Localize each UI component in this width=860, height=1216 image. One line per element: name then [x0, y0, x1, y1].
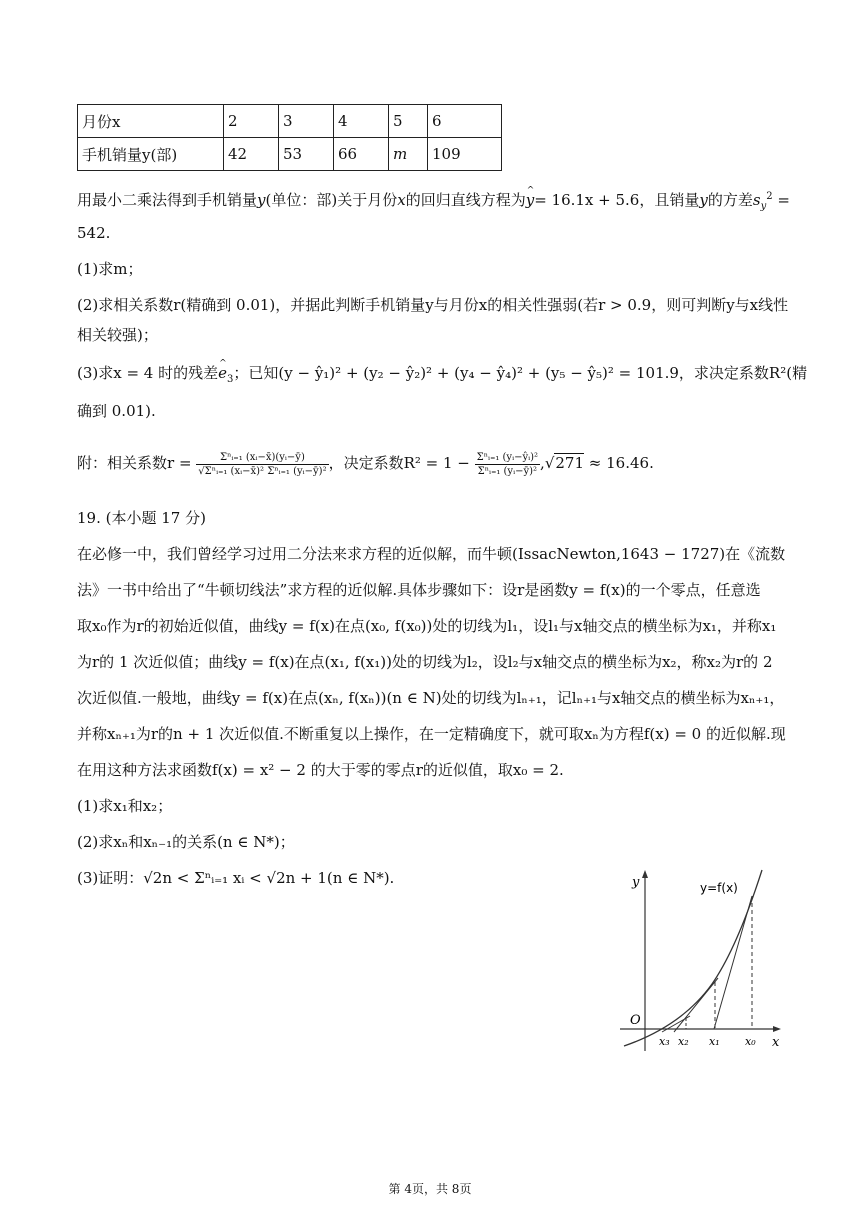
text: 的回归直线方程为: [405, 191, 526, 209]
q19-line1: 在必修一中，我们曾经学习过用二分法来求方程的近似解，而牛顿(IssacNewton,1643 − 1727)在《流数: [77, 545, 786, 563]
data-table: [77, 104, 502, 171]
table-cell: 6: [428, 105, 502, 138]
q19-line6: 并称xₙ₊₁为r的n + 1 次近似值.不断重复以上操作，在一定精确度下，就可取xₙ为方程f(x) = 0 的近似解.现: [77, 725, 786, 743]
q18-variance-value: 542.: [77, 224, 111, 242]
tangent-line-2: [674, 978, 718, 1032]
text: (单位：部)关于月份: [265, 191, 398, 209]
q18-part2-line1: (2)求相关系数r(精确到 0.01)，并据此判断手机销量y与月份x的相关性强弱(若r > 0.9，则可判断y与x线性: [77, 296, 789, 314]
table-cell: 手机销量y(部): [78, 138, 224, 171]
x-axis-arrow: [773, 1026, 781, 1032]
text: =: [772, 191, 790, 209]
text: ,: [540, 454, 545, 472]
y-axis-label: y: [632, 875, 640, 890]
text: 用最小二乘法得到手机销量: [77, 191, 258, 209]
origin-label: O: [630, 1013, 641, 1028]
q19-line2: 法》一书中给出了“牛顿切线法”求方程的近似解.具体步骤如下：设r是函数y = f(x)的一个零点，任意选: [77, 581, 761, 599]
text: ；已知(y − ŷ₁)² + (y₂ − ŷ₂)² + (y₄ − ŷ₄)² + (y₅ − ŷ₅)² = 101.9，求决定系数R²(精: [233, 364, 808, 382]
table-row: [78, 105, 502, 138]
tick-label-x0: x₀: [745, 1035, 756, 1048]
y-axis-arrow: [642, 870, 648, 878]
table-cell: 66: [334, 138, 389, 171]
q19-line5: 次近似值.一般地，曲线y = f(x)在点(xₙ, f(xₙ))(n ∈ N)处的切线为lₙ₊₁，记lₙ₊₁与x轴交点的横坐标为xₙ₊₁，: [77, 689, 785, 707]
q19-line3: 取x₀作为r的初始近似值，曲线y = f(x)在点(x₀, f(x₀))处的切线为l₁，设l₁与x轴交点的横坐标为x₁，并称x₁: [77, 617, 777, 635]
newton-method-graph: [612, 866, 787, 1056]
q19-line7: 在用这种方法求函数f(x) = x² − 2 的大于零的零点r的近似值，取x₀ = 2.: [77, 761, 564, 779]
correlation-formula: [196, 451, 328, 478]
curve-label: y=f(x): [700, 881, 738, 895]
table-cell: 3: [279, 105, 334, 138]
text: ，且销量: [639, 191, 700, 209]
table-cell: 2: [224, 105, 279, 138]
text: 附：相关系数r =: [77, 454, 192, 472]
q18-appendix: 附：相关系数r = $\frac{\text{Σⁿᵢ₌₁ (xᵢ−x̄)(yᵢ−ȳ)}}{\text{√Σⁿᵢ₌₁ (xᵢ−x̄)² Σⁿᵢ₌₁ (yᵢ−ȳ)²}}$ ，决定系数R² = 1 − $\frac{\text{Σⁿᵢ₌₁ (yᵢ−ŷᵢ)²}}{\text{Σⁿᵢ₌₁ (yᵢ−ȳ)²}}$ ,√271 ≈ 16.46.: [77, 451, 654, 477]
r-squared-formula: [475, 451, 540, 478]
q18-part1: (1)求m；: [77, 260, 143, 278]
numerator: Σⁿᵢ₌₁ (xᵢ−x̄)(yᵢ−ȳ): [196, 451, 328, 465]
denominator: √Σⁿᵢ₌₁ (xᵢ−x̄)² Σⁿᵢ₌₁ (yᵢ−ȳ)²: [198, 465, 327, 477]
q19-part3: (3)证明：√2n < Σⁿᵢ₌₁ xᵢ < √2n + 1(n ∈ N*).: [77, 869, 395, 887]
tick-label-x2: x₂: [678, 1035, 689, 1048]
sqrt-value: 271: [555, 454, 585, 472]
tangent-line-1: [714, 896, 752, 1029]
q18-part3-line2: 确到 0.01).: [77, 402, 156, 420]
q18-intro-line: 用最小二乘法得到手机销量y(单位：部)关于月份x的回归直线方程为^ y= 16.1x + 5.6，且销量y的方差$s_y^2$ =: [77, 187, 787, 217]
q18-part3-line1: (3)求x = 4 时的残差^ $e_3$；已知(y − ŷ₁)² + (y₂ − ŷ₂)² + (y₄ − ŷ₄)² + (y₅ − ŷ₅)² = 101.9，求决定系数R²(精: [77, 363, 787, 390]
tick-label-x3: x₃: [659, 1035, 670, 1048]
text: ≈ 16.46.: [584, 454, 654, 472]
numerator: Σⁿᵢ₌₁ (yᵢ−ŷᵢ)²: [476, 451, 539, 463]
x-axis-label: x: [772, 1035, 780, 1050]
table-row: [78, 138, 502, 171]
table-cell: 4: [334, 105, 389, 138]
table-cell: 53: [279, 138, 334, 171]
table-cell: 109: [428, 138, 502, 171]
table-cell: 月份x: [78, 105, 224, 138]
regression-equation: = 16.1x + 5.6: [534, 191, 640, 209]
denominator: Σⁿᵢ₌₁ (yᵢ−ȳ)²: [477, 465, 538, 477]
table-cell: m: [389, 138, 428, 171]
text: (3)求x = 4 时的残差: [77, 364, 219, 382]
q19-line4: 为r的 1 次近似值；曲线y = f(x)在点(x₁, f(x₁))处的切线为l₂，设l₂与x轴交点的横坐标为x₂，称x₂为r的 2: [77, 653, 773, 671]
q19-heading: 19. (本小题 17 分): [77, 509, 206, 527]
q19-part1: (1)求x₁和x₂；: [77, 797, 173, 815]
q18-part2-line2: 相关较强)；: [77, 326, 158, 344]
tick-label-x1: x₁: [709, 1035, 720, 1048]
table-cell: 5: [389, 105, 428, 138]
text: ，决定系数R² = 1 −: [328, 454, 470, 472]
page-footer: 第 4页，共 8页: [388, 1182, 472, 1196]
table-cell: 42: [224, 138, 279, 171]
text: 的方差: [707, 191, 753, 209]
q19-part2: (2)求xₙ和xₙ₋₁的关系(n ∈ N*)；: [77, 833, 295, 851]
